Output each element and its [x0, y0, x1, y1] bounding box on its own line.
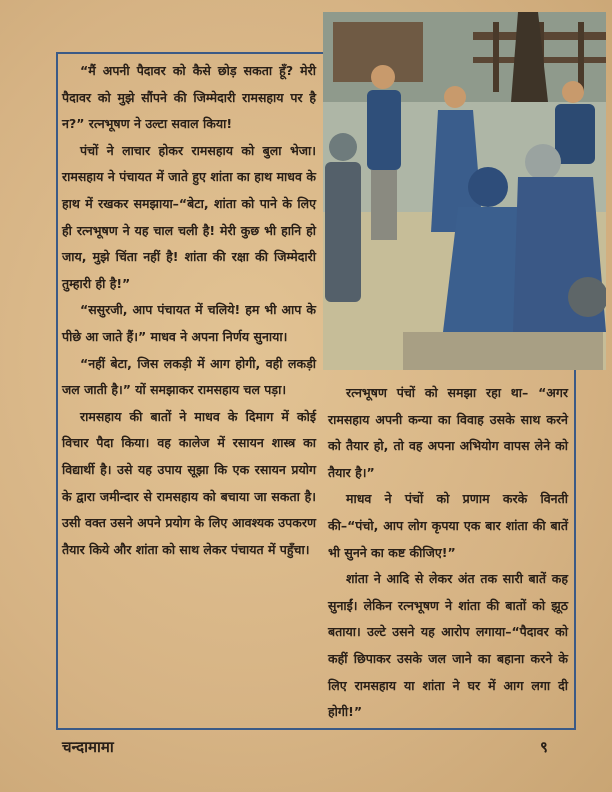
paragraph: “ससुरजी, आप पंचायत में चलिये! हम भी आप के पीछे आ जाते हैं।” माधव ने अपना निर्णय सुनाया। — [62, 302, 316, 344]
village-panchayat-scene — [323, 12, 606, 370]
paragraph: शांता ने आदि से लेकर अंत तक सारी बातें कह सुनाईं। लेकिन रत्नभूषण ने शांता की बातों को झूठ बताया। उल्टे उसने यह आरोप लगाया–“पैदावर को कहीं छिपाकर उसके जल जाने का बहाना करने के लिए रामसहाय या शांता ने घर में आग लगा दी होगी!” — [328, 571, 568, 720]
paragraph: “मैं अपनी पैदावर को कैसे छोड़ सकता हूँ? मेरी पैदावर को मुझे सौंपने की जिम्मेदारी रामसहाय पर है न?” रत्नभूषण ने उल्टा सवाल किया! — [62, 63, 316, 132]
frame-border-bottom — [56, 728, 322, 730]
paragraph: रत्नभूषण पंचों को समझा रहा था– “अगर रामसहाय अपनी कन्या का विवाह उसके साथ करने को तैयार हो, तो वह अपना अभियोग वापस लेने को तैयार है।” — [328, 385, 568, 480]
paragraph: रामसहाय की बातों ने माधव के दिमाग में कोई विचार पैदा किया। वह कालेज में रसायन शास्त्र का विद्यार्थी है। उसे यह उपाय सूझा कि एक रसायन प्रयोग के द्वारा जमीन्दार से रामसहाय को बचाया जा सकता है। उसी वक्त उसने अपने प्रयोग के लिए आवश्यक उपकरण तैयार किये और शांता को साथ लेकर पंचायत में पहुँचा। — [62, 408, 316, 557]
paragraph: पंचों ने लाचार होकर रामसहाय को बुला भेजा। रामसहाय ने पंचायत में जाते हुए शांता का हाथ माधव के हाथ में रखकर समझाया–“बेटा, शांता को पाने के लिए ही रत्नभूषण ने यह चाल चली है! मेरी कुछ भी हानि हो जाय, मुझे चिंता नहीं है! शांता की रक्षा की जिम्मेदारी तुम्हारी ही है!” — [62, 142, 316, 291]
story-illustration — [323, 12, 606, 370]
magazine-title: चन्दामामा — [62, 738, 114, 756]
left-text-column — [62, 58, 316, 563]
page-number: ९ — [540, 738, 548, 756]
right-text-column — [328, 380, 568, 726]
paragraph: “नहीं बेटा, जिस लकड़ी में आग होगी, वही लकड़ी जल जाती है।” यों समझाकर रामसहाय चल पड़ा। — [62, 355, 316, 398]
paragraph: माधव ने पंचों को प्रणाम करके विनती की–“पंचो, आप लोग कृपया एक बार शांता की बातें भी सुनने का कष्ट कीजिए!” — [328, 491, 568, 560]
